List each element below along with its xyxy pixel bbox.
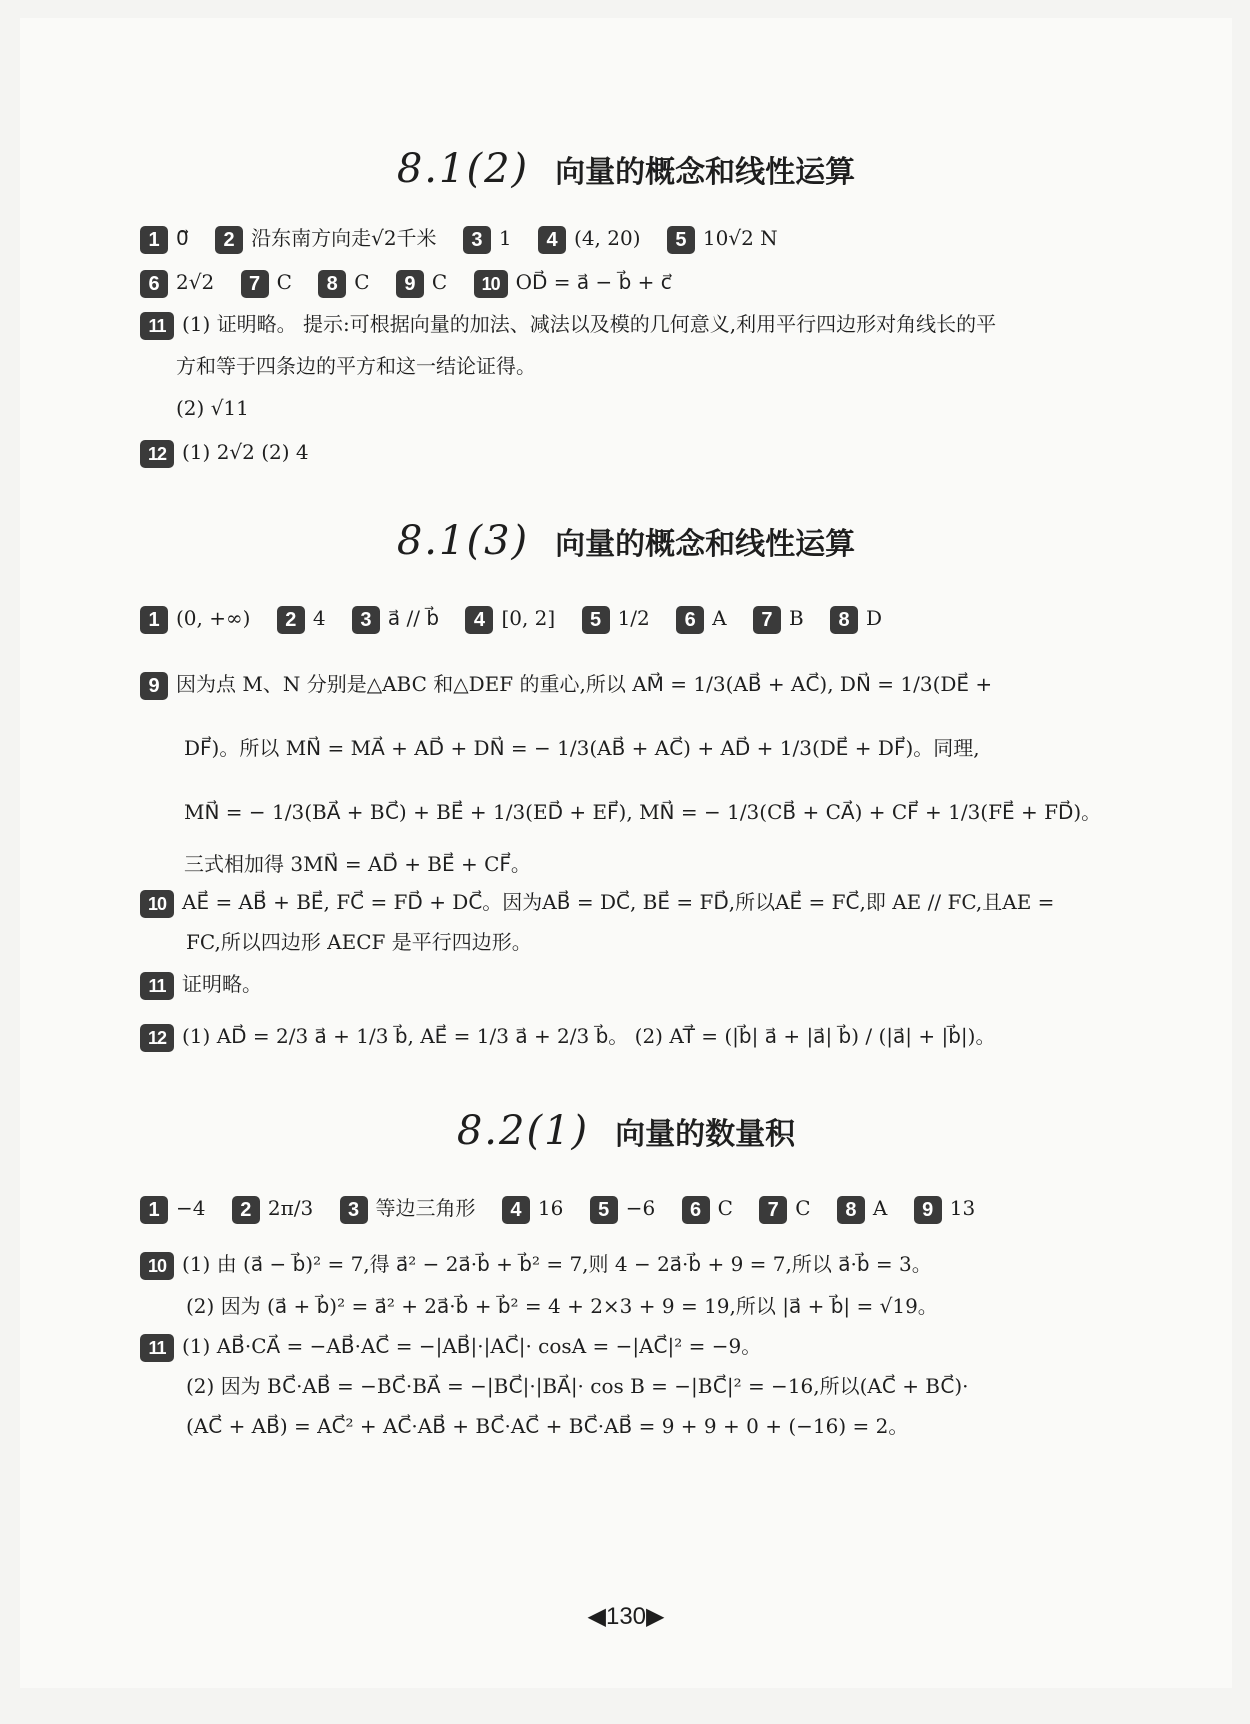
answer-text: 证明略。 [182, 972, 262, 996]
question-number-badge: 3 [352, 606, 380, 634]
answer-text: 0⃗ [176, 226, 189, 250]
question-number-badge: 9 [914, 1196, 942, 1224]
answer-continuation [176, 394, 1120, 422]
answer-row [140, 224, 1120, 254]
section-title-8-1-3 [20, 518, 1232, 564]
answer-text: a⃗ // b⃗ [387, 606, 440, 630]
question-number-badge: 12 [140, 1024, 174, 1052]
answer-text: 因为点 M、N 分别是△ABC 和△DEF 的重心,所以 AM⃗ = 1/3(AB⃗ + AC⃗), DN⃗ = 1/3(DE⃗ + [176, 672, 993, 696]
question-number-badge: 2 [232, 1196, 260, 1224]
question-number-badge: 10 [140, 890, 174, 918]
answer-item [140, 438, 1120, 468]
answer-text: D [866, 606, 883, 630]
answer-continuation [176, 352, 1120, 380]
question-number-badge: 4 [465, 606, 493, 634]
answer-item [140, 888, 1120, 918]
answer-text: (1) 由 (a⃗ − b⃗)² = 7,得 a⃗² − 2a⃗·b⃗ + b⃗² = 7,则 4 − 2a⃗·b⃗ + 9 = 7,所以 a⃗·b⃗ = 3。 [182, 1252, 932, 1276]
question-number-badge: 8 [837, 1196, 865, 1224]
question-number-badge: 6 [140, 270, 168, 298]
answer-text: 13 [949, 1196, 976, 1220]
question-number-badge: 7 [759, 1196, 787, 1224]
answer-text: −4 [176, 1196, 206, 1220]
answer-continuation [140, 850, 1120, 878]
answer-text: 方和等于四条边的平方和这一结论证得。 [176, 354, 536, 378]
answer-text: C [795, 1196, 811, 1220]
question-number-badge: 4 [502, 1196, 530, 1224]
question-number-badge: 10 [474, 270, 508, 298]
answer-text: (1) 证明略。 提示:可根据向量的加法、减法以及模的几何意义,利用平行四边形对角线长的平 [182, 312, 997, 336]
answer-text: C [276, 270, 292, 294]
answer-text: C [717, 1196, 733, 1220]
question-number-badge: 2 [277, 606, 305, 634]
section-title-8-1-2 [20, 146, 1232, 192]
question-number-badge: 9 [140, 672, 168, 700]
answer-item [140, 1022, 1120, 1052]
answer-continuation [140, 1412, 1120, 1440]
answer-text: 1/2 [617, 606, 650, 630]
answer-item [140, 670, 1120, 700]
answer-text: AE⃗ = AB⃗ + BE⃗, FC⃗ = FD⃗ + DC⃗。因为AB⃗ = DC⃗, BE⃗ = FD⃗,所以AE⃗ = FC⃗,即 AE // FC,且AE = [182, 890, 1055, 914]
answer-text: 4 [312, 606, 326, 630]
answer-text: (1) 2√2 (2) 4 [182, 440, 309, 464]
section-heading: 向量的概念和线性运算 [555, 156, 856, 189]
question-number-badge: 8 [830, 606, 858, 634]
answer-item [140, 1332, 1120, 1362]
question-number-badge: 11 [140, 972, 174, 1000]
question-number-badge: 10 [140, 1252, 174, 1280]
answer-text: (0, +∞) [176, 606, 251, 630]
answer-text: (2) √11 [176, 396, 249, 420]
answer-text: 2π/3 [267, 1196, 314, 1220]
answer-text: A [872, 1196, 888, 1220]
section-number: 8.1(2) [396, 146, 530, 192]
question-number-badge: 9 [396, 270, 424, 298]
answer-text: DF⃗)。所以 MN⃗ = MA⃗ + AD⃗ + DN⃗ = − 1/3(AB⃗ + AC⃗) + AD⃗ + 1/3(DE⃗ + DF⃗)。同理, [184, 736, 980, 760]
question-number-badge: 5 [590, 1196, 618, 1224]
answer-continuation [140, 1292, 1120, 1320]
answer-item [140, 970, 1120, 1000]
question-number-badge: 8 [318, 270, 346, 298]
answer-continuation [140, 798, 1120, 826]
section-title-8-2-1 [20, 1108, 1232, 1154]
answer-item [140, 310, 1120, 340]
answer-text: A [712, 606, 727, 630]
answer-text: (1) AD⃗ = 2/3 a⃗ + 1/3 b⃗, AE⃗ = 1/3 a⃗ + 2/3 b⃗。 (2) AT⃗ = (|b⃗| a⃗ + |a⃗| b⃗) / (|a⃗| + |b⃗|)。 [182, 1024, 996, 1048]
answer-text: 16 [537, 1196, 564, 1220]
answer-text: MN⃗ = − 1/3(BA⃗ + BC⃗) + BE⃗ + 1/3(ED⃗ + EF⃗), MN⃗ = − 1/3(CB⃗ + CA⃗) + CF⃗ + 1/3(FE⃗ + FD⃗)。 [184, 800, 1102, 824]
answer-text: (2) 因为 (a⃗ + b⃗)² = a⃗² + 2a⃗·b⃗ + b⃗² = 4 + 2×3 + 9 = 19,所以 |a⃗ + b⃗| = √19。 [186, 1294, 938, 1318]
page-number: ◀130▶ [587, 1603, 665, 1630]
answer-text: C [354, 270, 370, 294]
answer-text: (4, 20) [574, 226, 641, 250]
answer-text: 等边三角形 [375, 1196, 476, 1220]
answer-text: 10√2 N [702, 226, 778, 250]
answer-continuation [140, 734, 1120, 762]
question-number-badge: 1 [140, 226, 168, 254]
answer-text: [0, 2] [501, 606, 556, 630]
section-number: 8.1(3) [396, 518, 530, 564]
answer-text: 2√2 [176, 270, 215, 294]
answer-text: B [788, 606, 804, 630]
section-heading: 向量的数量积 [615, 1118, 796, 1151]
answer-continuation [140, 928, 1120, 956]
answer-text: (1) AB⃗·CA⃗ = −AB⃗·AC⃗ = −|AB⃗|·|AC⃗|· cosA = −|AC⃗|² = −9。 [182, 1334, 762, 1358]
answer-text: −6 [625, 1196, 656, 1220]
question-number-badge: 5 [667, 226, 695, 254]
question-number-badge: 11 [140, 1334, 174, 1362]
question-number-badge: 1 [140, 606, 168, 634]
question-number-badge: 7 [753, 606, 781, 634]
question-number-badge: 5 [582, 606, 610, 634]
question-number-badge: 2 [215, 226, 243, 254]
answer-page [20, 18, 1232, 1688]
answer-continuation [140, 1372, 1120, 1400]
question-number-badge: 3 [463, 226, 491, 254]
answer-text: 三式相加得 3MN⃗ = AD⃗ + BE⃗ + CF⃗。 [184, 852, 531, 876]
answer-text: (2) 因为 BC⃗·AB⃗ = −BC⃗·BA⃗ = −|BC⃗|·|BA⃗|· cos B = −|BC⃗|² = −16,所以(AC⃗ + BC⃗)· [186, 1374, 969, 1398]
answer-text: 沿东南方向走√2千米 [251, 226, 437, 250]
answer-text: (AC⃗ + AB⃗) = AC⃗² + AC⃗·AB⃗ + BC⃗·AC⃗ + BC⃗·AB⃗ = 9 + 9 + 0 + (−16) = 2。 [186, 1414, 909, 1438]
answer-row [140, 604, 1120, 634]
question-number-badge: 6 [676, 606, 704, 634]
answer-text: OD⃗ = a⃗ − b⃗ + c⃗ [515, 270, 672, 294]
question-number-badge: 7 [241, 270, 269, 298]
answer-item [140, 1250, 1120, 1280]
answer-row [140, 1194, 1120, 1224]
answer-text: FC,所以四边形 AECF 是平行四边形。 [186, 930, 532, 954]
answer-row [140, 268, 1120, 298]
section-heading: 向量的概念和线性运算 [555, 528, 856, 561]
section-number: 8.2(1) [456, 1108, 590, 1154]
question-number-badge: 3 [340, 1196, 368, 1224]
question-number-badge: 4 [538, 226, 566, 254]
question-number-badge: 1 [140, 1196, 168, 1224]
answer-text: 1 [498, 226, 512, 250]
question-number-badge: 6 [682, 1196, 710, 1224]
question-number-badge: 12 [140, 440, 174, 468]
question-number-badge: 11 [140, 312, 174, 340]
answer-text: C [431, 270, 448, 294]
